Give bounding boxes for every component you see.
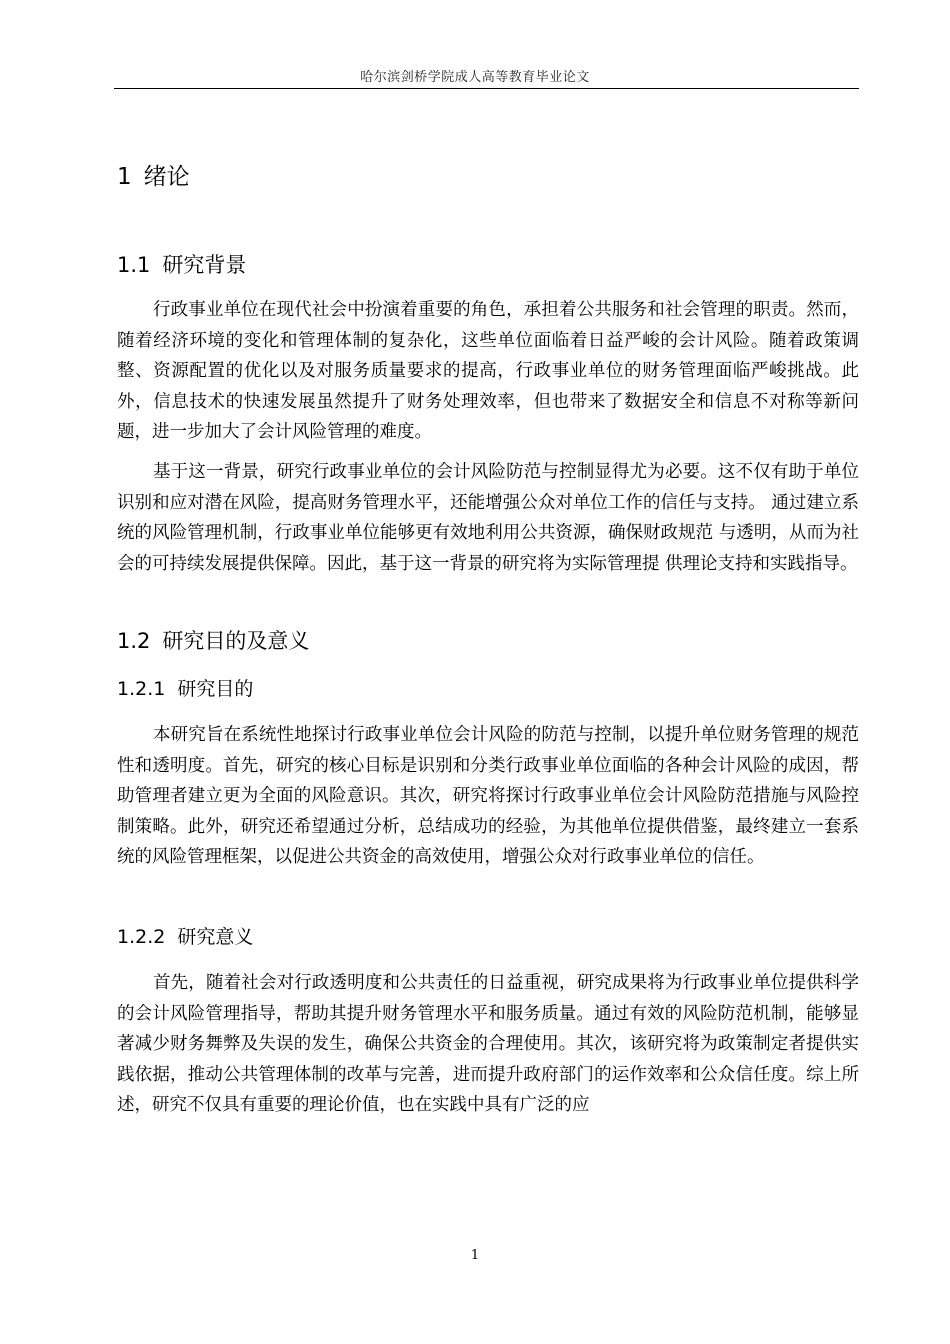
- section-number: 1.1: [117, 253, 151, 277]
- paragraph-purpose: 本研究旨在系统性地探讨行政事业单位会计风险的防范与控制，以提升单位财务管理的规范性和透明度。首先，研究的核心目标是识别和分类行政事业单位面临的各种会计风险的成因，帮助管理者建立更为全面的风险意识。其次，研究将探讨行政事业单位会计风险防范措施与风险控制策略。此外，研究还希望通过分析，总结成功的经验，为其他单位提供借鉴，最终建立一套系统的风险管理框架，以促进公共资金的高效使用，增强公众对行政事业单位的信任。: [117, 725, 859, 867]
- section-title: 研究背景: [162, 253, 247, 277]
- subsection-number: 1.2.2: [117, 926, 166, 948]
- section-number: 1.2: [117, 629, 151, 653]
- subsection-title: 研究意义: [177, 926, 254, 948]
- section-heading-1-2: [117, 625, 309, 657]
- page-header-title: 哈尔滨剑桥学院成人高等教育毕业论文: [360, 70, 590, 85]
- chapter-number: 1: [117, 164, 132, 190]
- subsection-title: 研究目的: [177, 678, 254, 700]
- chapter-title: 绪论: [143, 164, 190, 190]
- subsection-heading-1-2-1: [117, 674, 253, 704]
- paragraph-background-2: 基于这一背景，研究行政事业单位的会计风险防范与控制显得尤为必要。这不仅有助于单位识别和应对潜在风险，提高财务管理水平，还能增强公众对单位工作的信任与支持。 通过建立系统的风险管理机制，行政事业单位能够更有效地利用公共资源，确保财政规范 与透明，从而为社会的可持续发展提供保障。因此，基于这一背景的研究将为实际管理提 供理论支持和实践指导。: [117, 462, 859, 574]
- header-divider: [114, 88, 859, 89]
- chapter-heading: [117, 160, 190, 194]
- paragraph-background-1: 行政事业单位在现代社会中扮演着重要的角色，承担着公共服务和社会管理的职责。然而，随着经济环境的变化和管理体制的复杂化，这些单位面临着日益严峻的会计风险。随着政策调整、资源配置的优化以及对服务质量要求的提高，行政事业单位的财务管理面临严峻挑战。此外，信息技术的快速发展虽然提升了财务处理效率，但也带来了数据安全和信息不对称等新问题，进一步加大了会计风险管理的难度。: [117, 300, 859, 442]
- subsection-number: 1.2.1: [117, 678, 166, 700]
- subsection-heading-1-2-2: [117, 922, 253, 952]
- section-heading-1-1: [117, 249, 246, 281]
- paragraph-significance: 首先，随着社会对行政透明度和公共责任的日益重视，研究成果将为行政事业单位提供科学的会计风险管理指导，帮助其提升财务管理水平和服务质量。通过有效的风险防范机制，能够显著减少财务舞弊及失误的发生，确保公共资金的合理使用。其次，该研究将为政策制定者提供实践依据，推动公共管理体制的改革与完善，进而提升政府部门的运作效率和公众信任度。综上所述，研究不仅具有重要的理论价值，也在实践中具有广泛的应: [117, 973, 859, 1115]
- page-number: 1: [470, 1248, 480, 1263]
- section-title: 研究目的及意义: [162, 629, 310, 653]
